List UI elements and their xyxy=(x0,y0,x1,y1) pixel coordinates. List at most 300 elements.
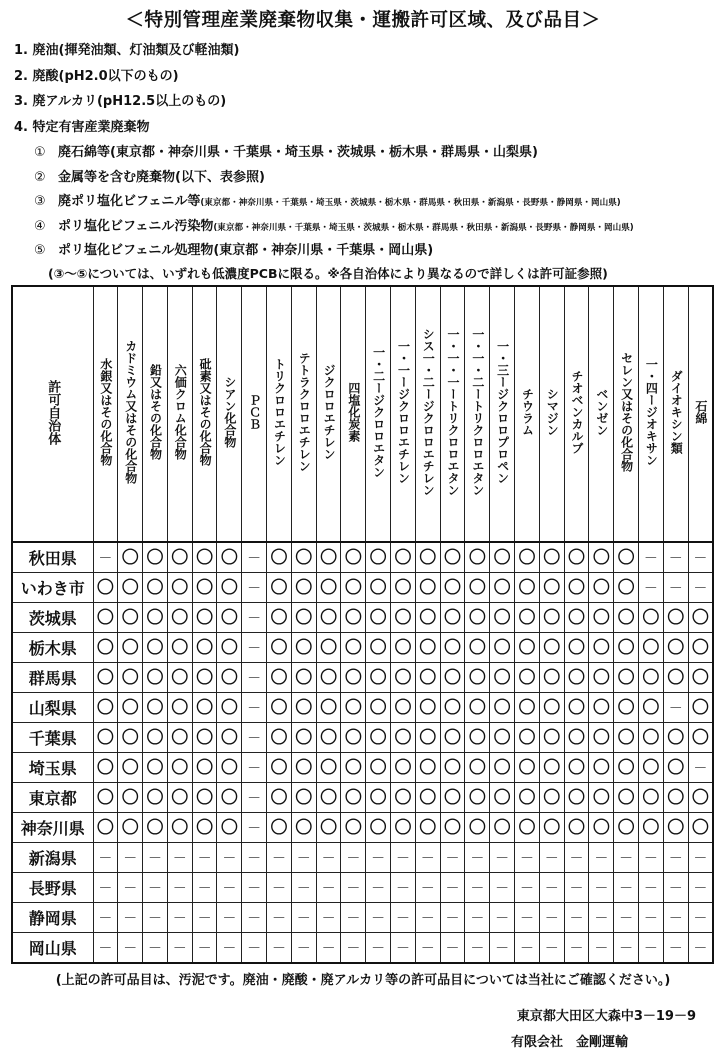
permit-cell xyxy=(515,843,540,873)
permit-yes-mark: 〇 xyxy=(518,788,536,808)
permit-yes-mark: 〇 xyxy=(468,608,486,628)
column-header-label: 一・一・二ートリクロロエタン xyxy=(470,328,485,496)
permit-yes-mark: 〇 xyxy=(493,668,511,688)
permit-yes-mark: 〇 xyxy=(592,578,610,598)
permit-cell xyxy=(515,813,540,843)
permit-yes-mark: 〇 xyxy=(568,728,586,748)
permit-cell xyxy=(440,903,465,933)
permit-cell xyxy=(192,542,217,573)
permit-yes-mark: 〇 xyxy=(543,638,561,658)
permit-cell xyxy=(515,633,540,663)
permit-yes-mark: 〇 xyxy=(419,548,437,568)
permit-cell xyxy=(242,843,267,873)
permit-yes-mark: 〇 xyxy=(592,608,610,628)
permit-cell xyxy=(564,723,589,753)
permit-no-mark: － xyxy=(247,941,262,957)
permit-cell xyxy=(118,723,143,753)
permit-yes-mark: 〇 xyxy=(344,818,362,838)
permit-yes-mark: 〇 xyxy=(667,788,685,808)
permit-cell xyxy=(589,542,614,573)
permit-yes-mark: 〇 xyxy=(691,728,709,748)
permit-no-mark: － xyxy=(321,851,336,867)
permit-cell xyxy=(688,843,713,873)
permit-yes-mark: 〇 xyxy=(295,548,313,568)
permit-yes-mark: 〇 xyxy=(642,668,660,688)
permit-cell xyxy=(366,813,391,843)
permit-yes-mark: 〇 xyxy=(543,548,561,568)
permit-no-mark: － xyxy=(395,851,410,867)
permit-cell xyxy=(167,873,192,903)
permit-cell xyxy=(143,542,168,573)
permit-no-mark: － xyxy=(247,911,262,927)
permit-cell xyxy=(291,633,316,663)
permit-cell xyxy=(688,573,713,603)
permit-yes-mark: 〇 xyxy=(592,728,610,748)
permit-yes-mark: 〇 xyxy=(419,608,437,628)
permit-cell xyxy=(341,663,366,693)
permit-no-mark: － xyxy=(544,911,559,927)
permit-cell xyxy=(267,723,292,753)
column-header xyxy=(614,286,639,542)
permit-no-mark: － xyxy=(395,941,410,957)
permit-yes-mark: 〇 xyxy=(419,818,437,838)
permit-yes-mark: 〇 xyxy=(270,698,288,718)
permit-cell xyxy=(465,663,490,693)
permit-cell xyxy=(465,903,490,933)
permit-cell xyxy=(192,843,217,873)
permit-no-mark: － xyxy=(643,911,658,927)
permit-yes-mark: 〇 xyxy=(196,818,214,838)
permit-yes-mark: 〇 xyxy=(121,698,139,718)
permit-cell xyxy=(267,843,292,873)
permit-cell xyxy=(192,693,217,723)
permit-cell xyxy=(639,843,664,873)
permit-no-mark: － xyxy=(693,941,708,957)
permit-cell xyxy=(564,573,589,603)
permit-yes-mark: 〇 xyxy=(171,728,189,748)
permit-cell xyxy=(589,843,614,873)
permit-cell xyxy=(242,903,267,933)
permit-yes-mark: 〇 xyxy=(518,608,536,628)
permit-no-mark: － xyxy=(98,851,113,867)
permit-yes-mark: 〇 xyxy=(419,578,437,598)
permit-yes-mark: 〇 xyxy=(146,668,164,688)
permit-no-mark: － xyxy=(420,881,435,897)
permit-yes-mark: 〇 xyxy=(518,578,536,598)
subitem-number: ① xyxy=(34,145,46,160)
permit-cell xyxy=(143,693,168,723)
permit-yes-mark: 〇 xyxy=(543,578,561,598)
permit-yes-mark: 〇 xyxy=(121,818,139,838)
permit-cell xyxy=(391,573,416,603)
permit-yes-mark: 〇 xyxy=(171,698,189,718)
permit-cell xyxy=(391,633,416,663)
permit-yes-mark: 〇 xyxy=(468,548,486,568)
permit-yes-mark: 〇 xyxy=(419,668,437,688)
permit-no-mark: － xyxy=(668,581,683,597)
permit-cell xyxy=(391,903,416,933)
permit-cell xyxy=(118,783,143,813)
permit-cell xyxy=(639,723,664,753)
permit-cell xyxy=(440,783,465,813)
permit-cell xyxy=(143,573,168,603)
permit-cell xyxy=(614,603,639,633)
permit-cell xyxy=(614,783,639,813)
permit-no-mark: － xyxy=(470,851,485,867)
permit-no-mark: － xyxy=(470,881,485,897)
permit-yes-mark: 〇 xyxy=(146,548,164,568)
permit-no-mark: － xyxy=(668,701,683,717)
permit-no-mark: － xyxy=(98,911,113,927)
permit-cell xyxy=(242,813,267,843)
permit-yes-mark: 〇 xyxy=(121,638,139,658)
permit-cell xyxy=(515,663,540,693)
permit-cell xyxy=(118,663,143,693)
column-header-label: 一・三ージクロロプロペン xyxy=(495,340,510,484)
table-row xyxy=(12,663,713,693)
permit-cell xyxy=(167,573,192,603)
permit-no-mark: － xyxy=(519,881,534,897)
permit-cell xyxy=(515,783,540,813)
permit-cell xyxy=(93,753,118,783)
permit-cell xyxy=(539,542,564,573)
permit-cell xyxy=(93,633,118,663)
permit-yes-mark: 〇 xyxy=(394,818,412,838)
permit-no-mark: － xyxy=(643,941,658,957)
permit-cell xyxy=(143,663,168,693)
permit-cell xyxy=(291,933,316,964)
permit-no-mark: － xyxy=(346,941,361,957)
permit-cell xyxy=(143,813,168,843)
permit-cell xyxy=(688,873,713,903)
permit-cell xyxy=(440,663,465,693)
permit-yes-mark: 〇 xyxy=(220,728,238,748)
permit-cell xyxy=(341,903,366,933)
permit-yes-mark: 〇 xyxy=(568,668,586,688)
permit-cell xyxy=(366,633,391,663)
permit-yes-mark: 〇 xyxy=(468,758,486,778)
permit-cell xyxy=(217,783,242,813)
permit-yes-mark: 〇 xyxy=(320,818,338,838)
permit-cell xyxy=(688,753,713,783)
permit-cell xyxy=(465,573,490,603)
permit-yes-mark: 〇 xyxy=(369,818,387,838)
permit-yes-mark: 〇 xyxy=(691,698,709,718)
row-label: 東京都 xyxy=(12,783,93,813)
permit-cell xyxy=(267,873,292,903)
permit-cell xyxy=(564,843,589,873)
permit-no-mark: － xyxy=(123,941,138,957)
permit-cell xyxy=(167,813,192,843)
permit-yes-mark: 〇 xyxy=(270,548,288,568)
permit-cell xyxy=(341,573,366,603)
permit-cell xyxy=(391,693,416,723)
permit-yes-mark: 〇 xyxy=(369,758,387,778)
column-header-label: 石綿 xyxy=(693,400,708,424)
permit-cell xyxy=(242,723,267,753)
permit-cell xyxy=(242,693,267,723)
permit-no-mark: － xyxy=(371,941,386,957)
permit-yes-mark: 〇 xyxy=(642,608,660,628)
permit-no-mark: － xyxy=(123,911,138,927)
table-row xyxy=(12,873,713,903)
permit-cell xyxy=(167,933,192,964)
permit-yes-mark: 〇 xyxy=(121,578,139,598)
row-label: 神奈川県 xyxy=(12,813,93,843)
permit-cell xyxy=(391,843,416,873)
permit-cell xyxy=(465,843,490,873)
permit-yes-mark: 〇 xyxy=(344,638,362,658)
permit-cell xyxy=(539,603,564,633)
permit-yes-mark: 〇 xyxy=(518,818,536,838)
category-item-4: 4. 特定有害産業廃棄物 xyxy=(14,120,150,135)
permit-yes-mark: 〇 xyxy=(320,578,338,598)
permit-cell xyxy=(688,633,713,663)
permit-no-mark: － xyxy=(420,851,435,867)
permit-cell xyxy=(564,753,589,783)
column-header xyxy=(291,286,316,542)
permit-yes-mark: 〇 xyxy=(394,668,412,688)
permit-cell xyxy=(614,542,639,573)
permit-yes-mark: 〇 xyxy=(667,608,685,628)
permit-cell xyxy=(440,813,465,843)
permit-cell xyxy=(539,783,564,813)
permit-yes-mark: 〇 xyxy=(419,758,437,778)
permit-cell xyxy=(465,603,490,633)
permit-cell xyxy=(143,633,168,663)
permit-cell xyxy=(366,873,391,903)
permit-cell xyxy=(440,693,465,723)
permit-cell xyxy=(564,903,589,933)
permit-no-mark: － xyxy=(346,851,361,867)
permit-cell xyxy=(490,573,515,603)
permit-yes-mark: 〇 xyxy=(444,548,462,568)
permit-yes-mark: 〇 xyxy=(617,548,635,568)
permit-yes-mark: 〇 xyxy=(617,608,635,628)
permit-no-mark: － xyxy=(420,941,435,957)
permit-no-mark: － xyxy=(147,851,162,867)
permit-cell xyxy=(143,603,168,633)
permit-yes-mark: 〇 xyxy=(270,758,288,778)
permit-cell xyxy=(415,843,440,873)
permit-no-mark: － xyxy=(247,701,262,717)
permit-cell xyxy=(93,783,118,813)
permit-yes-mark: 〇 xyxy=(667,638,685,658)
permit-no-mark: － xyxy=(197,851,212,867)
permit-cell xyxy=(614,753,639,783)
permit-cell xyxy=(341,603,366,633)
permit-yes-mark: 〇 xyxy=(146,608,164,628)
column-header xyxy=(663,286,688,542)
permit-no-mark: － xyxy=(247,881,262,897)
permit-yes-mark: 〇 xyxy=(617,638,635,658)
permit-cell xyxy=(490,603,515,633)
permit-cell xyxy=(316,723,341,753)
permit-cell xyxy=(639,573,664,603)
table-row xyxy=(12,542,713,573)
permit-cell xyxy=(391,663,416,693)
permit-cell xyxy=(663,843,688,873)
permit-yes-mark: 〇 xyxy=(468,698,486,718)
permit-yes-mark: 〇 xyxy=(444,608,462,628)
permit-cell xyxy=(589,573,614,603)
permit-yes-mark: 〇 xyxy=(592,788,610,808)
permit-cell xyxy=(316,663,341,693)
permit-yes-mark: 〇 xyxy=(493,818,511,838)
subitem-regions: (東京都・神奈川県・千葉県・埼玉県・茨城県・栃木県・群馬県・秋田県・新潟県・長野県・静岡県・岡山県) xyxy=(200,198,621,208)
permit-no-mark: － xyxy=(569,941,584,957)
permit-yes-mark: 〇 xyxy=(568,818,586,838)
permit-cell xyxy=(515,903,540,933)
permit-cell xyxy=(415,633,440,663)
permit-cell xyxy=(291,723,316,753)
table-row xyxy=(12,843,713,873)
permit-cell xyxy=(589,873,614,903)
permit-no-mark: － xyxy=(445,851,460,867)
permit-cell xyxy=(366,753,391,783)
permit-cell xyxy=(639,603,664,633)
permit-cell xyxy=(688,933,713,964)
permit-yes-mark: 〇 xyxy=(320,548,338,568)
column-header xyxy=(167,286,192,542)
permit-cell xyxy=(639,693,664,723)
permit-yes-mark: 〇 xyxy=(196,788,214,808)
permit-yes-mark: 〇 xyxy=(468,818,486,838)
column-header xyxy=(490,286,515,542)
permit-yes-mark: 〇 xyxy=(196,548,214,568)
permit-cell xyxy=(93,903,118,933)
permit-no-mark: － xyxy=(296,881,311,897)
permit-yes-mark: 〇 xyxy=(295,788,313,808)
permit-cell xyxy=(589,693,614,723)
permit-no-mark: － xyxy=(371,851,386,867)
permit-yes-mark: 〇 xyxy=(543,818,561,838)
permit-cell xyxy=(639,542,664,573)
column-header xyxy=(688,286,713,542)
permit-cell xyxy=(291,903,316,933)
column-header-label: 四塩化炭素 xyxy=(346,382,361,442)
permit-no-mark: － xyxy=(371,911,386,927)
permit-cell xyxy=(490,813,515,843)
permit-yes-mark: 〇 xyxy=(220,698,238,718)
permit-yes-mark: 〇 xyxy=(196,758,214,778)
permit-cell xyxy=(118,873,143,903)
permit-cell xyxy=(167,753,192,783)
permit-cell xyxy=(490,693,515,723)
row-label: 群馬県 xyxy=(12,663,93,693)
permit-cell xyxy=(614,813,639,843)
permit-yes-mark: 〇 xyxy=(493,548,511,568)
permit-yes-mark: 〇 xyxy=(568,608,586,628)
permit-no-mark: － xyxy=(470,911,485,927)
permit-no-mark: － xyxy=(643,551,658,567)
permit-yes-mark: 〇 xyxy=(196,728,214,748)
permit-yes-mark: 〇 xyxy=(394,698,412,718)
permit-yes-mark: 〇 xyxy=(369,638,387,658)
permit-cell xyxy=(391,723,416,753)
permit-yes-mark: 〇 xyxy=(196,578,214,598)
permit-yes-mark: 〇 xyxy=(617,788,635,808)
permit-yes-mark: 〇 xyxy=(220,608,238,628)
permit-yes-mark: 〇 xyxy=(369,788,387,808)
permit-cell xyxy=(663,603,688,633)
permit-cell xyxy=(440,753,465,783)
permit-no-mark: － xyxy=(668,881,683,897)
row-label: 茨城県 xyxy=(12,603,93,633)
permit-cell xyxy=(440,723,465,753)
permit-yes-mark: 〇 xyxy=(320,728,338,748)
permit-cell xyxy=(465,753,490,783)
permit-cell xyxy=(688,903,713,933)
permit-no-mark: － xyxy=(445,911,460,927)
permit-no-mark: － xyxy=(594,881,609,897)
permit-cell xyxy=(515,573,540,603)
permit-yes-mark: 〇 xyxy=(667,728,685,748)
permit-cell xyxy=(192,573,217,603)
permit-yes-mark: 〇 xyxy=(320,608,338,628)
permit-yes-mark: 〇 xyxy=(320,668,338,688)
permit-cell xyxy=(366,663,391,693)
permit-yes-mark: 〇 xyxy=(493,698,511,718)
corner-header-label: 許可自治体 xyxy=(45,379,61,445)
footnote: (上記の許可品目は、汚泥です。廃油・廃酸・廃アルカリ等の許可品目については当社にご確認ください。) xyxy=(55,973,671,988)
permit-cell xyxy=(341,843,366,873)
permit-cell xyxy=(366,903,391,933)
subitem-number: ② xyxy=(34,170,46,185)
permit-yes-mark: 〇 xyxy=(592,818,610,838)
permit-cell xyxy=(688,723,713,753)
subitem-number: ③ xyxy=(34,194,46,209)
permit-no-mark: － xyxy=(247,581,262,597)
permit-yes-mark: 〇 xyxy=(171,668,189,688)
permit-yes-mark: 〇 xyxy=(394,548,412,568)
permit-yes-mark: 〇 xyxy=(146,578,164,598)
permit-cell xyxy=(564,663,589,693)
permit-no-mark: － xyxy=(247,551,262,567)
permit-cell xyxy=(366,573,391,603)
permit-cell xyxy=(242,633,267,663)
permit-yes-mark: 〇 xyxy=(543,668,561,688)
permit-cell xyxy=(415,873,440,903)
permit-cell xyxy=(490,633,515,663)
permit-yes-mark: 〇 xyxy=(493,758,511,778)
permit-cell xyxy=(291,783,316,813)
permit-table xyxy=(11,285,714,964)
permit-no-mark: － xyxy=(693,581,708,597)
permit-cell xyxy=(663,633,688,663)
permit-cell xyxy=(267,603,292,633)
permit-cell xyxy=(118,693,143,723)
permit-yes-mark: 〇 xyxy=(468,578,486,598)
permit-cell xyxy=(564,873,589,903)
column-header xyxy=(316,286,341,542)
permit-cell xyxy=(415,813,440,843)
permit-yes-mark: 〇 xyxy=(518,728,536,748)
table-row xyxy=(12,813,713,843)
category-item-1: 1. 廃油(揮発油類、灯油類及び軽油類) xyxy=(14,43,240,58)
permit-no-mark: － xyxy=(619,881,634,897)
permit-cell xyxy=(192,813,217,843)
permit-yes-mark: 〇 xyxy=(667,818,685,838)
permit-cell xyxy=(490,933,515,964)
column-header xyxy=(391,286,416,542)
permit-cell xyxy=(490,903,515,933)
permit-no-mark: － xyxy=(643,881,658,897)
column-header xyxy=(93,286,118,542)
permit-cell xyxy=(688,783,713,813)
permit-cell xyxy=(341,783,366,813)
subitem-text: 廃石綿等(東京都・神奈川県・千葉県・埼玉県・茨城県・栃木県・群馬県・山梨県) xyxy=(58,145,538,160)
